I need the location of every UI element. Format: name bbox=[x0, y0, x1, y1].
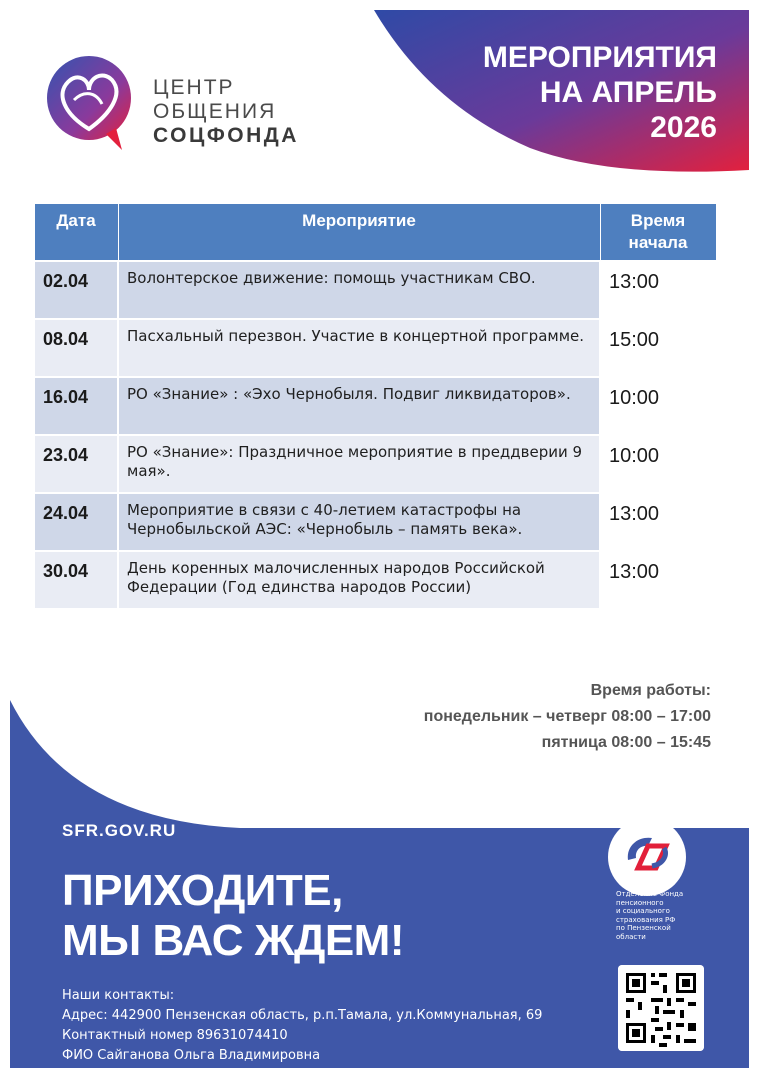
event-date: 24.04 bbox=[34, 493, 118, 551]
event-date: 23.04 bbox=[34, 435, 118, 493]
org-line-6: области bbox=[616, 932, 646, 941]
hours-title: Время работы: bbox=[590, 682, 711, 699]
table-row bbox=[34, 551, 716, 609]
event-name: РО «Знание»: Праздничное мероприятие в преддверии 9 мая». bbox=[118, 435, 600, 493]
sfr-logo bbox=[608, 818, 686, 896]
heart-logo-icon bbox=[44, 54, 144, 154]
table-row bbox=[34, 493, 716, 551]
event-time: 13:00 bbox=[600, 261, 716, 319]
website-link[interactable]: SFR.GOV.RU bbox=[62, 821, 177, 840]
event-name: РО «Знание» : «Эхо Чернобыля. Подвиг ликвидаторов». bbox=[118, 377, 600, 435]
event-date: 08.04 bbox=[34, 319, 118, 377]
table-row bbox=[34, 319, 716, 377]
events-table bbox=[33, 203, 717, 610]
org-line-4: страхования РФ bbox=[616, 915, 676, 924]
table-row bbox=[34, 435, 716, 493]
slogan bbox=[62, 866, 404, 966]
table-row bbox=[34, 261, 716, 319]
logo-text bbox=[153, 76, 299, 148]
logo-line-2: ОБЩЕНИЯ bbox=[153, 100, 277, 123]
org-line-5: по Пензенской bbox=[616, 924, 671, 932]
title-line-3: 2026 bbox=[650, 111, 717, 144]
org-line-3: и социального bbox=[616, 907, 670, 915]
sfr-logo-icon bbox=[608, 818, 686, 896]
contacts-address: Адрес: 442900 Пензенская область, р.п.Тамала, ул.Коммунальная, 69 bbox=[62, 1008, 543, 1023]
event-time: 13:00 bbox=[600, 551, 716, 609]
page-title bbox=[483, 40, 717, 145]
event-time: 10:00 bbox=[600, 435, 716, 493]
event-date: 02.04 bbox=[34, 261, 118, 319]
contacts-phone: Контактный номер 89631074410 bbox=[62, 1028, 288, 1043]
header-time: Время начала bbox=[600, 204, 716, 262]
hours-friday: пятница 08:00 – 15:45 bbox=[541, 734, 711, 751]
header-date: Дата bbox=[34, 204, 118, 262]
contacts-block bbox=[62, 986, 542, 1066]
event-time: 13:00 bbox=[600, 493, 716, 551]
event-name: Волонтерское движение: помощь участникам СВО. bbox=[118, 261, 600, 319]
org-line-2: пенсионного bbox=[616, 898, 664, 907]
table-row bbox=[34, 377, 716, 435]
event-name: Пасхальный перезвон. Участие в концертной программе. bbox=[118, 319, 600, 377]
sfr-org-name bbox=[616, 890, 706, 941]
contacts-title: Наши контакты: bbox=[62, 988, 175, 1003]
title-line-1: МЕРОПРИЯТИЯ bbox=[482, 41, 717, 74]
slogan-line-1: ПРИХОДИТЕ, bbox=[62, 866, 343, 915]
event-name: День коренных малочисленных народов Российской Федерации (Год единства народов России) bbox=[118, 551, 600, 609]
event-time: 15:00 bbox=[600, 319, 716, 377]
qr-code-icon[interactable] bbox=[618, 965, 704, 1051]
table-header-row bbox=[34, 204, 716, 262]
org-line-1: Отделение Фонда bbox=[616, 890, 684, 898]
header-event: Мероприятие bbox=[118, 204, 600, 262]
hours-weekdays: понедельник – четверг 08:00 – 17:00 bbox=[423, 708, 711, 725]
event-date: 16.04 bbox=[34, 377, 118, 435]
logo-line-1: ЦЕНТР bbox=[153, 76, 235, 99]
event-name: Мероприятие в связи с 40-летием катастрофы на Чернобыльской АЭС: «Чернобыль – память века». bbox=[118, 493, 600, 551]
poster bbox=[10, 10, 749, 1068]
event-date: 30.04 bbox=[34, 551, 118, 609]
title-line-2: НА АПРЕЛЬ bbox=[539, 76, 717, 109]
working-hours bbox=[424, 678, 711, 756]
contacts-person: ФИО Сайганова Ольга Владимировна bbox=[62, 1048, 321, 1063]
event-time: 10:00 bbox=[600, 377, 716, 435]
slogan-line-2: МЫ ВАС ЖДЕМ! bbox=[62, 916, 404, 965]
logo-line-3: СОЦФОНДА bbox=[153, 124, 299, 147]
